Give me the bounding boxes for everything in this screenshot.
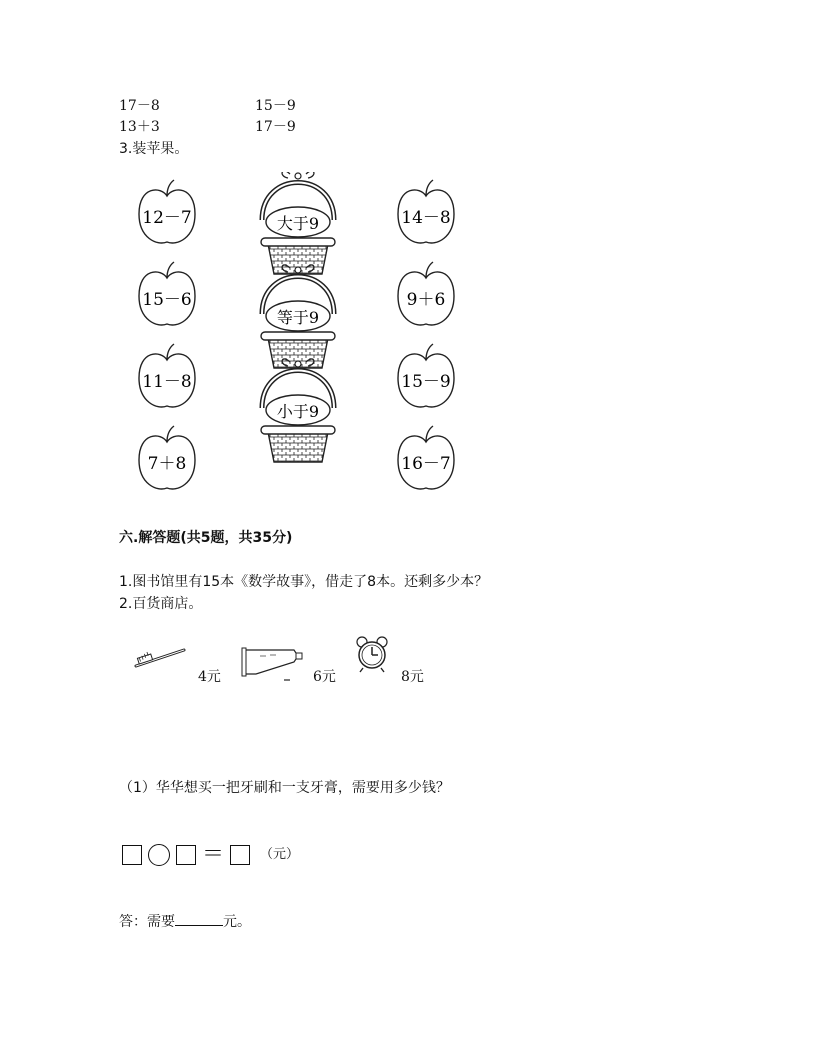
apple-left-label-1: 12－7: [142, 208, 192, 228]
equals-sign: ＝: [202, 842, 225, 867]
toothpaste-price: 6元: [313, 669, 336, 685]
problem-15-9: 15－9: [255, 98, 296, 114]
answer-prefix: 答：需要: [119, 914, 175, 930]
basket-label-1: 大于9: [276, 214, 320, 233]
question-3-title: 3.装苹果。: [119, 141, 189, 157]
apple-right-label-2: 9＋6: [406, 290, 446, 310]
basket-label-3: 小于9: [276, 402, 320, 421]
toothbrush-icon: [132, 644, 188, 672]
answer-blank[interactable]: [175, 912, 223, 926]
apple-right-label-4: 16－7: [401, 454, 451, 474]
apple-right-label-1: 14－8: [401, 208, 451, 228]
problem-13-3: 13＋3: [119, 119, 160, 135]
apple-right-label-3: 15－9: [401, 372, 451, 392]
subquestion-1-text: （1）华华想买一把牙刷和一支牙膏，需要用多少钱？: [119, 780, 450, 796]
toothpaste-icon: [240, 644, 306, 684]
answer-suffix: 元。: [223, 914, 251, 930]
apple-left-label-2: 15－6: [142, 290, 192, 310]
answer-line: [119, 912, 251, 931]
apple-basket-figure: [125, 172, 470, 492]
question-2-title: 2.百货商店。: [119, 596, 203, 612]
clock-price: 8元: [401, 669, 424, 685]
problem-17-9: 17－9: [255, 119, 296, 135]
equation-unit: （元）: [260, 847, 300, 862]
question-1-text: 1.图书馆里有15本《数学故事》，借走了8本。还剩多少本？: [119, 574, 489, 590]
basket-label-2: 等于9: [276, 308, 320, 327]
toothbrush-price: 4元: [198, 669, 221, 685]
answer-box-result[interactable]: [230, 845, 250, 865]
answer-box-1[interactable]: [122, 845, 142, 865]
answer-box-2[interactable]: [176, 845, 196, 865]
apple-left-label-3: 11－8: [142, 372, 192, 392]
alarm-clock-icon: [354, 634, 390, 674]
equation-row: [122, 843, 299, 867]
problem-17-8: 17－8: [119, 98, 160, 114]
section-6-title: 六.解答题(共5题，共35分): [119, 530, 293, 546]
apple-left-label-4: 7＋8: [147, 454, 187, 474]
operator-circle[interactable]: [148, 844, 170, 866]
